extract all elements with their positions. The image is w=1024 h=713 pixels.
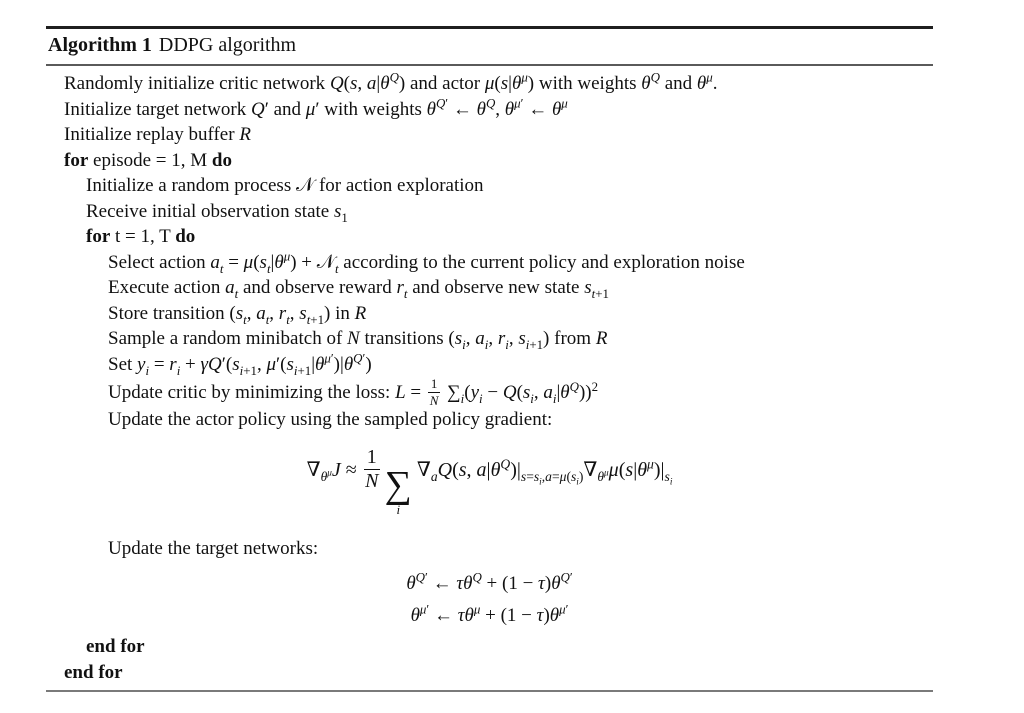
algorithm-body [46, 66, 933, 685]
algorithm-header [46, 29, 933, 64]
algo-line-init-buffer: Initialize replay buffer R [64, 124, 251, 145]
algorithm-title: DDPG algorithm [158, 34, 297, 56]
algorithm-label: Algorithm 1 [48, 34, 152, 56]
algo-line-update-critic: Update critic by minimizing the loss: L = $\frac{1}{N}$ $\sum_i(y_i - Q(s_i$, $a_i|\theta^Q))^2$ [108, 376, 599, 408]
algo-line-init-target: Initialize target network Q′ and μ′ with weights $\theta^{Q'}$ ← $\theta^Q$, $\theta^{\mu'}$ ← $\theta^\mu$ [64, 95, 568, 120]
algo-line-init-process: Initialize a random process 𝒩 for action exploration [86, 174, 484, 196]
algo-line-update-targets: Update the target networks: [108, 537, 319, 559]
algo-line-end-for-inner: end for [86, 636, 145, 658]
algo-line-update-actor: Update the actor policy using the sampled policy gradient: [108, 409, 553, 431]
target-update-critic-equation: $\theta^{Q'}$ ← $\tau\theta^Q + (1 - \tau)\theta^{Q'}$ [406, 570, 573, 595]
algo-line-end-for-outer: end for [64, 661, 123, 683]
algo-line-init-critic: Randomly initialize critic network Q(s, $a|\theta^Q$) and actor $\mu(s|\theta^\mu)$ with weights $\theta^Q$ and $\theta^\mu$. [64, 69, 718, 94]
target-update-actor-equation: $\theta^{\mu'}$ ← $\tau\theta^\mu + (1 - \tau)\theta^{\mu'}$ [410, 601, 569, 626]
bottom-rule [46, 690, 933, 692]
algo-line-store-transition: Store transition ($s_t$, $a_t$, $r_t$, $s_{t+1}$) in R [108, 302, 367, 327]
algo-line-for-t: for t = 1, T do [86, 226, 196, 247]
policy-gradient-equation: $\nabla_{\theta^\mu}J$ ≈ $\frac{1}{N}$ ∑ i $\nabla_aQ(s$, $a|\theta^Q)|_{s=s_i,a=\mu(s_i)}\nabla_{\theta^\mu}\mu(s|\theta^\mu)|_{s_i}$ [306, 445, 673, 517]
algo-line-execute-action: Execute action $a_t$ and observe reward $r_t$ and observe new state $s_{t+1}$ [108, 277, 609, 301]
algorithm-block [46, 26, 933, 692]
algo-line-receive-state: Receive initial observation state $s_1$ [86, 200, 348, 225]
algo-line-sample-minibatch: Sample a random minibatch of N transitions ($s_i$, $a_i$, $r_i$, $s_{i+1}$) from R [108, 328, 608, 352]
algo-line-set-target-y: Set $y_i = r_i + \gamma Q'(s_{i+1}$, $\mu'(s_{i+1}|\theta^{\mu'})|\theta^{Q'}$) [108, 350, 372, 378]
algo-line-select-action: Select action $a_t = \mu(s_t|\theta^\mu)$ + 𝒩$_t$ according to the current policy and exploration noise [108, 248, 745, 276]
algo-line-for-episode: for episode = 1, M do [64, 149, 232, 171]
